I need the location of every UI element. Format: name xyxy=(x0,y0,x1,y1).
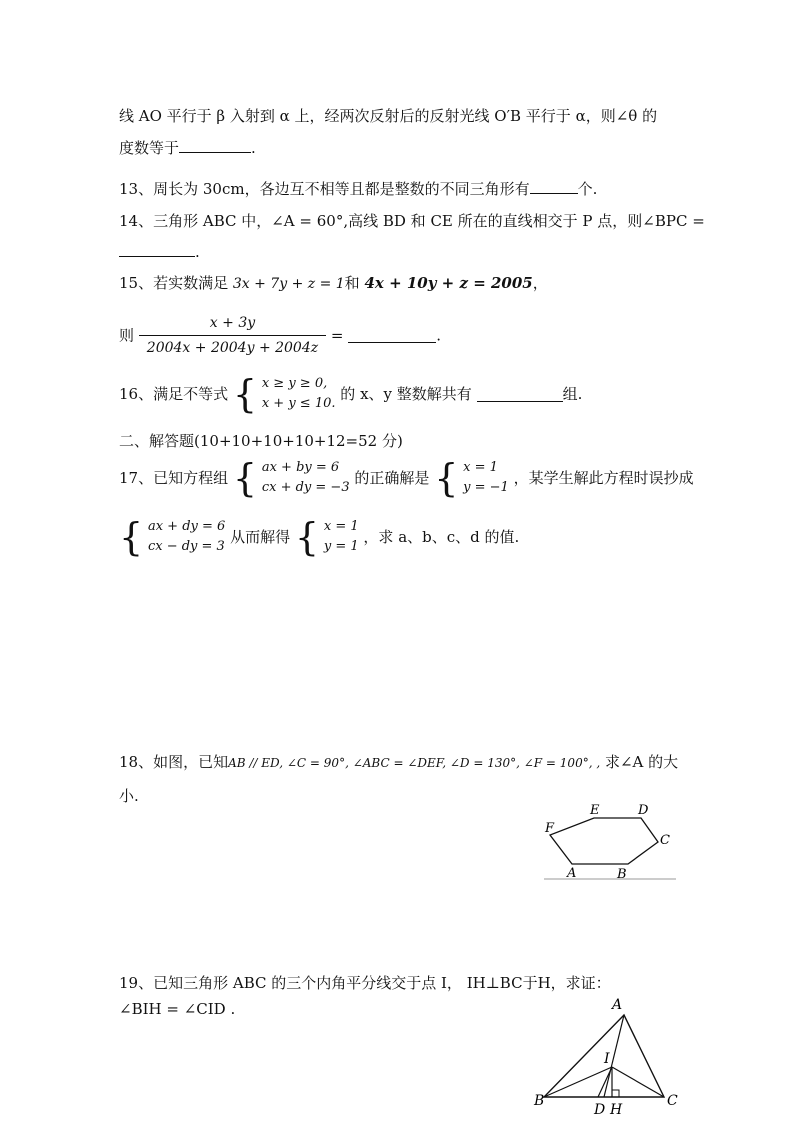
q19-triangle-figure xyxy=(528,995,688,1120)
q19-label-h: H xyxy=(610,1102,623,1118)
q15-answer-blank[interactable] xyxy=(348,328,436,343)
q17-line1 xyxy=(119,458,694,498)
q15-line2 xyxy=(119,313,441,358)
q14-line2 xyxy=(119,242,200,262)
q12-line1: 线 AO 平行于 β 入射到 α 上，经两次反射后的反射光线 O′B 平行于 α，则∠θ 的 xyxy=(119,107,658,125)
q17-brace-4: { xyxy=(294,515,320,559)
q18-label-f: F xyxy=(545,821,555,836)
q15-numerator: x + 3y xyxy=(139,313,326,336)
q15-tail: ， xyxy=(532,274,548,292)
q16-ineq2: x + y ≤ 10. xyxy=(261,396,336,411)
q13-text: 13、周长为 30cm，各边互不相等且都是整数的不同三角形有 xyxy=(119,180,530,198)
q18-label-e: E xyxy=(590,803,600,818)
q15-eq1: 3x + 7y + z = 1 xyxy=(232,276,345,292)
q17-mid2: 从而解得 xyxy=(230,528,291,546)
q16 xyxy=(119,374,582,414)
q15-line1 xyxy=(119,273,548,294)
q15-fraction xyxy=(139,313,326,358)
q15-denominator: 2004x + 2004y + 2004z xyxy=(146,340,319,356)
q19-label-i: I xyxy=(604,1051,610,1067)
q15-then: 则 xyxy=(119,326,135,345)
q17-brace-2: { xyxy=(434,456,459,500)
q19-label-a: A xyxy=(612,997,623,1013)
q13-answer-blank[interactable] xyxy=(530,179,578,194)
q19-label-d: D xyxy=(594,1102,606,1118)
q16-lead: 16、满足不等式 xyxy=(119,385,229,403)
q17-eq-w1: ax + dy = 6 xyxy=(147,519,226,534)
q13-end: 个. xyxy=(577,180,598,198)
q19-line1: 19、已知三角形 ABC 的三个内角平分线交于点 I， IH⊥BC于H，求证： xyxy=(119,974,611,992)
q19-bisector-b xyxy=(544,1067,612,1097)
q14-answer-blank[interactable] xyxy=(119,242,195,257)
q18-line1 xyxy=(119,752,678,773)
q16-mid: 的 x、y 整数解共有 xyxy=(340,385,472,403)
q14-text: 14、三角形 ABC 中，∠A = 60°,高线 BD 和 CE 所在的直线相交于 P 点，则∠BPC = xyxy=(119,212,705,230)
q18-label-c: C xyxy=(660,833,670,848)
q16-answer-blank[interactable] xyxy=(477,387,563,402)
q17-solution-correct xyxy=(463,458,509,498)
q17-sol-y: y = −1 xyxy=(463,480,509,495)
q18-label-b: B xyxy=(617,867,627,882)
q15-eq: = xyxy=(330,326,344,345)
q17-brace-1: { xyxy=(232,456,258,500)
q18-label-a: A xyxy=(567,866,577,881)
q17-line2 xyxy=(119,517,519,557)
q15-lead: 15、若实数满足 xyxy=(119,274,229,292)
q12-prompt: 度数等于 xyxy=(119,139,180,157)
q18-hexagon-figure xyxy=(538,798,683,884)
q17-sol-x: x = 1 xyxy=(463,460,498,475)
q16-system xyxy=(262,374,336,414)
q17-system-correct xyxy=(262,458,350,498)
q14-end: . xyxy=(195,243,200,261)
q18-tail: 求∠A 的大 xyxy=(604,753,679,771)
q18-conditions: AB // ED, ∠C = 90°, ∠ABC = ∠DEF, ∠D = 130°, ∠F = 100°, , xyxy=(228,756,601,770)
q16-brace: { xyxy=(232,372,258,416)
q18-lead: 18、如图，已知 xyxy=(119,753,229,771)
q17-eq-a2: cx + dy = −3 xyxy=(261,480,350,495)
q17-tail: ，某学生解此方程时误抄成 xyxy=(513,469,694,487)
q18-line2: 小. xyxy=(119,787,139,805)
q17-res-y: y = 1 xyxy=(323,539,359,554)
q19-right-angle-mark xyxy=(612,1090,619,1097)
q15-and: 和 xyxy=(344,274,360,292)
q12-answer-blank[interactable] xyxy=(179,138,251,153)
q16-ineq1: x ≥ y ≥ 0, xyxy=(261,376,328,391)
q19-line2: ∠BIH = ∠CID . xyxy=(119,1000,236,1018)
q17-end: ，求 a、b、c、d 的值. xyxy=(363,528,520,546)
q12-line2 xyxy=(119,138,256,158)
q19-label-c: C xyxy=(667,1093,678,1109)
q19-label-b: B xyxy=(534,1093,545,1109)
q15-eq2: 4x + 10y + z = 2005 xyxy=(364,274,533,292)
q17-system-wrong xyxy=(148,517,225,557)
q15-end: . xyxy=(436,326,442,345)
q17-mid: 的正确解是 xyxy=(354,469,430,487)
q17-brace-3: { xyxy=(119,515,144,559)
q17-eq-w2: cx − dy = 3 xyxy=(147,539,225,554)
q18-hexagon xyxy=(550,818,658,864)
q17-eq-a1: ax + by = 6 xyxy=(261,460,340,475)
section-2-title: 二、解答题(10+10+10+10+12=52 分) xyxy=(119,432,403,450)
q12-end: . xyxy=(251,139,256,157)
q16-end: 组. xyxy=(562,385,583,403)
q17-solution-wrong xyxy=(324,517,359,557)
q17-lead: 17、已知方程组 xyxy=(119,469,229,487)
q17-res-x: x = 1 xyxy=(323,519,359,534)
q13 xyxy=(119,179,597,199)
q18-label-d: D xyxy=(638,803,649,818)
